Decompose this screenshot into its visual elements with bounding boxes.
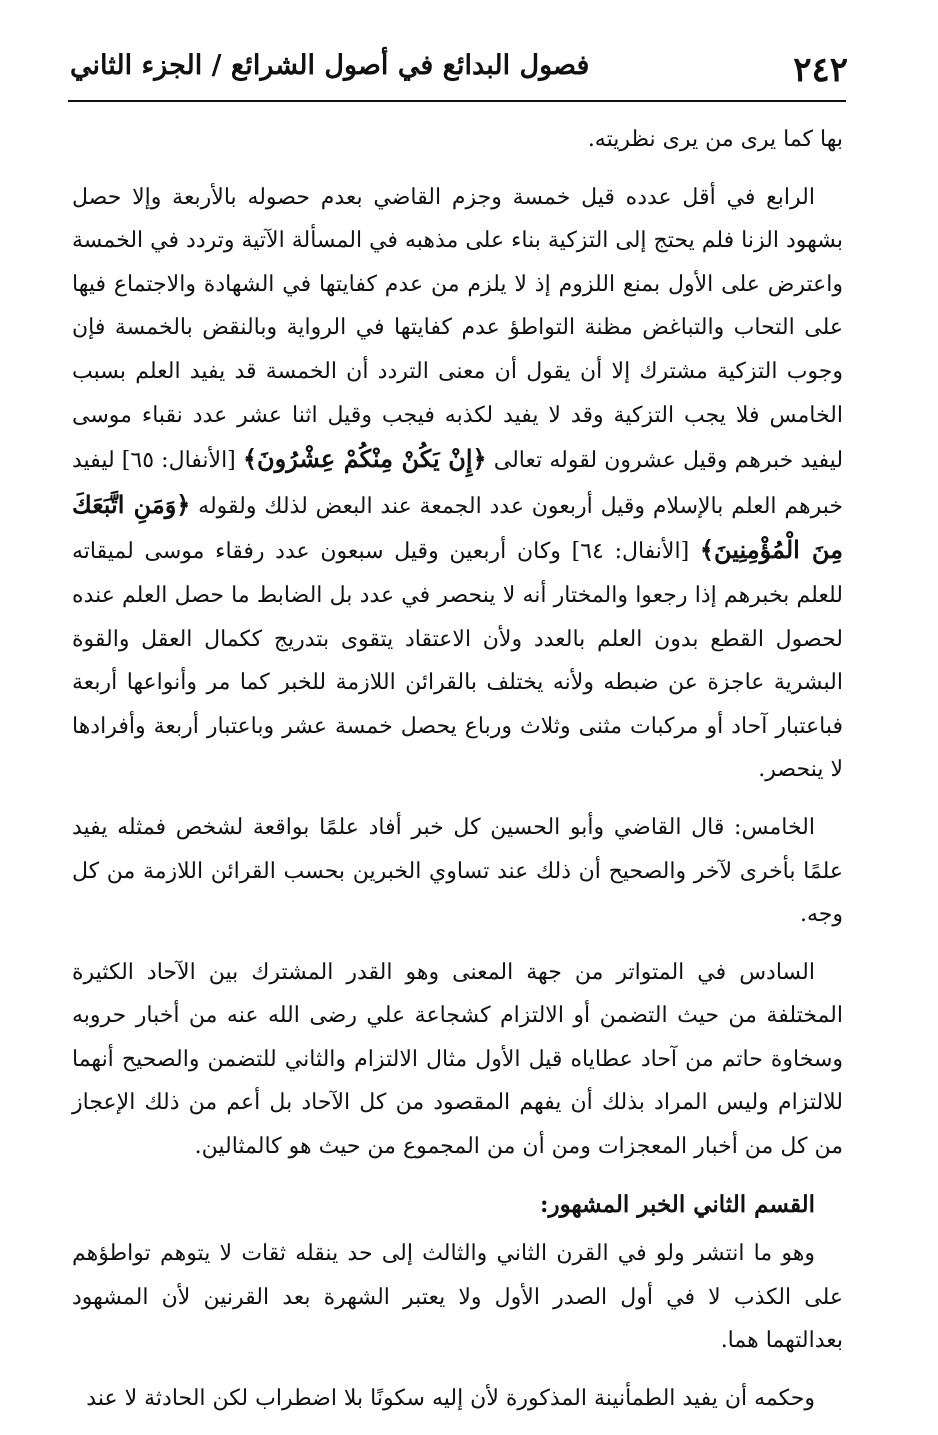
section-heading: القسم الثاني الخبر المشهور: — [540, 1190, 815, 1218]
paragraph-mashhur-ruling: وحكمه أن يفيد الطمأنينة المذكورة لأن إليه سكونًا بلا اضطراب لكن الحادثة لا عند — [86, 1386, 815, 1412]
paragraph-fourth-part-a: الرابع في أقل عدده قيل خمسة وجزم القاضي بعدم حصوله بالأربعة وإلا حصل بشهود الزنا فلم يحتج إلى التزكية بناء على مذهبه في المسألة الآتية وتردد في الخمسة واعترض على الأول بمنع اللزوم إذ لا يلزم من عدم كفايتها في الشهادة والاجتماع فيها على التحاب والتباغض مظنة التواطؤ عدم كفايتها في الرواية وبالنقض بالخمسة فإن وجوب التزكية مشترك إلا أن يقول أن معنى التردد أن الخمسة قد يفيد العلم بسبب الخامس فلا يجب التزكية وقد لا يفيد لكذبه فيجب وقيل اثنا عشر عدد نقباء موسى ليفيد خبرهم وقيل عشرون لقوله تعالى — [72, 184, 844, 474]
quran-verse-anfal-64: ﴿وَمَنِ اتَّبَعَكَ مِنَ الْمُؤْمِنِينَ﴾ — [72, 489, 844, 565]
running-title: فصول البدائع في أصول الشرائع / الجزء الثاني — [70, 50, 590, 81]
paragraph-continuation: بها كما يرى من يرى نظريته. — [587, 127, 843, 152]
page-number: ٢٤٢ — [793, 50, 848, 90]
header-rule — [68, 100, 846, 102]
paragraph-mashhur-definition: وهو ما انتشر ولو في القرن الثاني والثالث إلى حد ينقله ثقات لا يتوهم تواطؤهم على الكذب لا في أول الصدر الأول ولا يعتبر الشهرة بعد القرنين لأن المشهود بعدالتهما هما. — [72, 1241, 843, 1354]
main-text — [72, 118, 843, 1435]
quran-verse-anfal-65: ﴿إِنْ يَكُنْ مِنْكُمْ عِشْرُونَ﴾ — [242, 444, 487, 474]
paragraph-fifth: الخامس: قال القاضي وأبو الحسين كل خبر أفاد علمًا بواقعة لشخص فمثله يفيد علمًا بأخرى لآخر والصحيح أن ذلك عند تساوي الخبرين بحسب القرائن اللازمة من كل وجه. — [72, 814, 843, 928]
paragraph-fourth — [72, 176, 843, 792]
paragraph-fourth-part-c: [الأنفال: ٦٤] وكان أربعين وقيل سبعون عدد رفقاء موسى لميقاته للعلم بخبرهم إذا رجعوا والمختار أنه لا ينحصر في عدد بل الضابط ما حصل العلم عنده لحصول القطع بدون العلم بالعدد ولأن الاعتقاد يتقوى بتدريج ككمال العقل والقوة البشرية عاجزة عن ضبطه ولأنه يختلف بالقرائن اللازمة للخبر كما مر وأنواعها أربعة فباعتبار آحاد أو مركبات مثنى وثلاث ورباع يحصل خمسة عشر وباعتبار أربعة وأفرادها لا ينحصر. — [72, 539, 843, 783]
paragraph-fourth-part-b: [الأنفال: ٦٥] ليفيد خبرهم العلم بالإسلام وقيل أربعون عدد الجمعة عند البعض لذلك ولقوله — [72, 448, 843, 519]
paragraph-sixth: السادس في المتواتر من جهة المعنى وهو القدر المشترك بين الآحاد الكثيرة المختلفة من حيث التضمن أو الالتزام كشجاعة علي رضى الله عنه من أخبار حروبه وسخاوة حاتم من آحاد عطاياه قيل الأول مثال الالتزام والثاني للتضمن والصحيح أنهما للالتزام وليس المراد بذلك أن يفهم المقصود من كل الآحاد بل أعم من ذلك الإعجاز من كل من أخبار المعجزات ومن أن من المجموع من حيث هو كالمثالين. — [72, 959, 843, 1160]
page-header — [70, 40, 848, 100]
